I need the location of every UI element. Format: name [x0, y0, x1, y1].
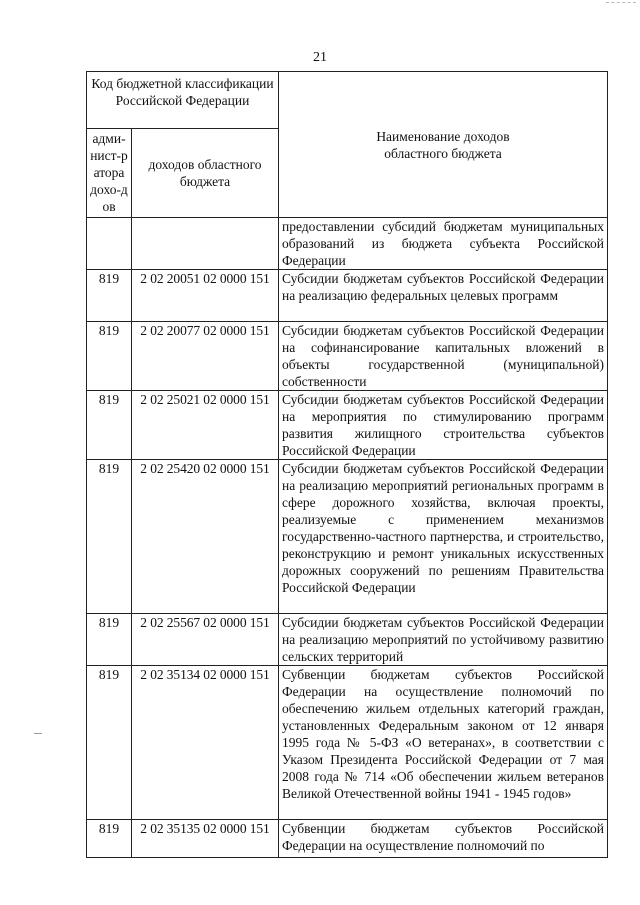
header-code-group-label: Код бюджетной классификации Российской Федерации: [91, 76, 274, 108]
header-income-column: [132, 129, 279, 218]
admin-code-cell: 819: [87, 270, 132, 322]
income-name-cell: Субсидии бюджетам субъектов Российской Федерации на мероприятия по стимулированию программ развития жилищного строительства субъектов Российской Федерации: [279, 391, 608, 460]
income-name-cell: Субсидии бюджетам субъектов Российской Федерации на реализацию федеральных целевых программ: [279, 270, 608, 322]
income-code-cell: 2 02 20051 02 0000 151: [132, 270, 279, 322]
admin-code-cell: 819: [87, 820, 132, 858]
income-name-cell: Субсидии бюджетам субъектов Российской Федерации на реализацию мероприятий региональных программ в сфере дорожного хозяйства, включая проекты, реализуемые с применением механизмов государственно-частного партнерства, и строительство, реконструкцию и ремонт уникальных искусственных дорожных сооружений по решениям Правительства Российской Федерации: [279, 460, 608, 614]
header-code-group: [87, 72, 279, 129]
income-code-cell: [132, 218, 279, 270]
income-name-cell: предоставлении субсидий бюджетам муниципальных образований из бюджета субъекта Российской Федерации: [279, 218, 608, 270]
scan-corner-mark: [606, 2, 636, 4]
header-name-label: Наименование доходов областного бюджета: [376, 128, 510, 161]
table-row: [87, 666, 608, 820]
page-number: 21: [313, 50, 327, 65]
income-code-cell: 2 02 20077 02 0000 151: [132, 322, 279, 391]
income-name-cell: Субвенции бюджетам субъектов Российской Федерации на осуществление полномочий по: [279, 820, 608, 858]
admin-code-cell: 819: [87, 391, 132, 460]
table-row: [87, 391, 608, 460]
table-row: [87, 270, 608, 322]
admin-code-cell: 819: [87, 460, 132, 614]
income-name-cell: Субсидии бюджетам субъектов Российской Федерации на реализацию мероприятий по устойчивому развитию сельских территорий: [279, 614, 608, 666]
budget-revenue-table: [86, 71, 608, 858]
income-name-cell: Субвенции бюджетам субъектов Российской Федерации на осуществление полномочий по обеспечению жильем отдельных категорий граждан, установленных Федеральным законом от 12 января 1995 года № 5-ФЗ «О ветеранах», в соответствии с Указом Президента Российской Федерации от 7 мая 2008 года № 714 «Об обеспечении жильем ветеранов Великой Отечественной войны 1941 - 1945 годов»: [279, 666, 608, 820]
header-admin-column: [87, 129, 132, 218]
admin-code-cell: 819: [87, 666, 132, 820]
table-row: [87, 460, 608, 614]
income-name-cell: Субсидии бюджетам субъектов Российской Федерации на софинансирование капитальных вложений в объекты государственной (муниципальной) собственности: [279, 322, 608, 391]
table-row: [87, 614, 608, 666]
income-code-cell: 2 02 35134 02 0000 151: [132, 666, 279, 820]
table-row: [87, 218, 608, 270]
scan-margin-mark: [34, 733, 42, 734]
header-name-column: [279, 72, 608, 218]
income-code-cell: 2 02 25567 02 0000 151: [132, 614, 279, 666]
admin-code-cell: 819: [87, 322, 132, 391]
table-row: [87, 322, 608, 391]
table-row: [87, 820, 608, 858]
admin-code-cell: [87, 218, 132, 270]
header-income-label: доходов областного бюджета: [148, 157, 262, 189]
header-admin-label: адми-нист-ратора дохо-дов: [90, 131, 128, 214]
admin-code-cell: 819: [87, 614, 132, 666]
income-code-cell: 2 02 25021 02 0000 151: [132, 391, 279, 460]
income-code-cell: 2 02 25420 02 0000 151: [132, 460, 279, 614]
income-code-cell: 2 02 35135 02 0000 151: [132, 820, 279, 858]
